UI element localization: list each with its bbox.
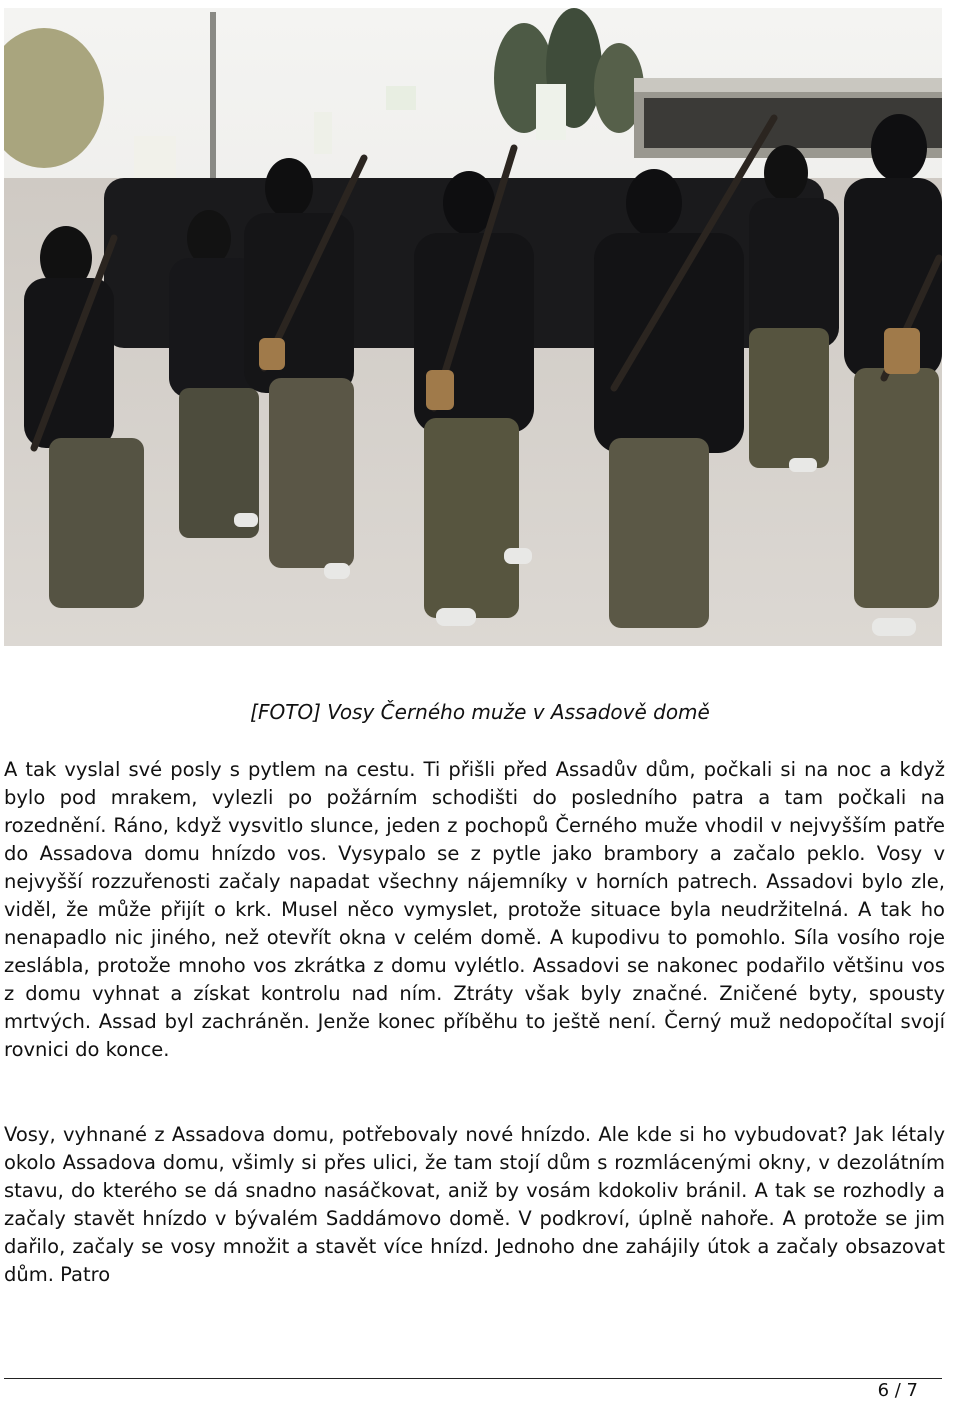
- page-number: 6 / 7: [877, 1380, 918, 1401]
- paragraph: Vosy, vyhnané z Assadova domu, potřebovaly nové hnízdo. Ale kde si ho vybudovat? Jak létaly okolo Assadova domu, všimly si přes ulici, že tam stojí dům s rozmlácenými okny, v dezolátním stavu, do kterého se dá snadno nasáčkovat, aniž by vosám kdokoliv bránil. A tak se rozhodly a začaly stavět hnízdo v bývalém Saddámovo domě. V podkroví, úplně nahoře. A protože se jim dařilo, začaly se vosy množit a stavět více hnízd. Jednoho dne zahájily útok a začaly obsazovat dům. Patro: [4, 1123, 945, 1286]
- photo-caption: [FOTO] Vosy Černého muže v Assadově domě: [250, 700, 710, 724]
- footer-divider: [4, 1378, 942, 1379]
- photo: [4, 8, 942, 646]
- paragraph: A tak vyslal své posly s pytlem na cestu. Ti přišli před Assadův dům, počkali si na noc a když bylo pod mrakem, vylezli po požárním schodišti do posledního patra a tam počkali na rozednění. Ráno, když vysvitlo slunce, jeden z pochopů Černého muže vhodil v nejvyšším patře do Assadova domu hnízdo vos. Vysypalo se z pytle jako brambory a začalo peklo. Vosy v nejvyšší rozzuřenosti začaly napadat všechny nájemníky v horních patrech. Assadovi bylo zle, viděl, že může přijít o krk. Musel něco vymyslet, protože situace byla neudržitelná. A tak ho nenapadlo nic jiného, než otevřít okna v celém domě. A kupodivu to pomohlo. Síla vosího roje zeslábla, protože mnoho vos zkrátka z domu vylétlo. Assadovi se nakonec podařilo většinu vos z domu vyhnat a získat kontrolu nad ním. Ztráty však byly značné. Zničené byty, spousty mrtvých. Assad byl zachráněn. Jenže konec příběhu to ještě není. Černý muž nedopočítal svojí rovnici do konce.: [4, 758, 945, 1061]
- photo-marching-fighters-icon: [4, 8, 942, 646]
